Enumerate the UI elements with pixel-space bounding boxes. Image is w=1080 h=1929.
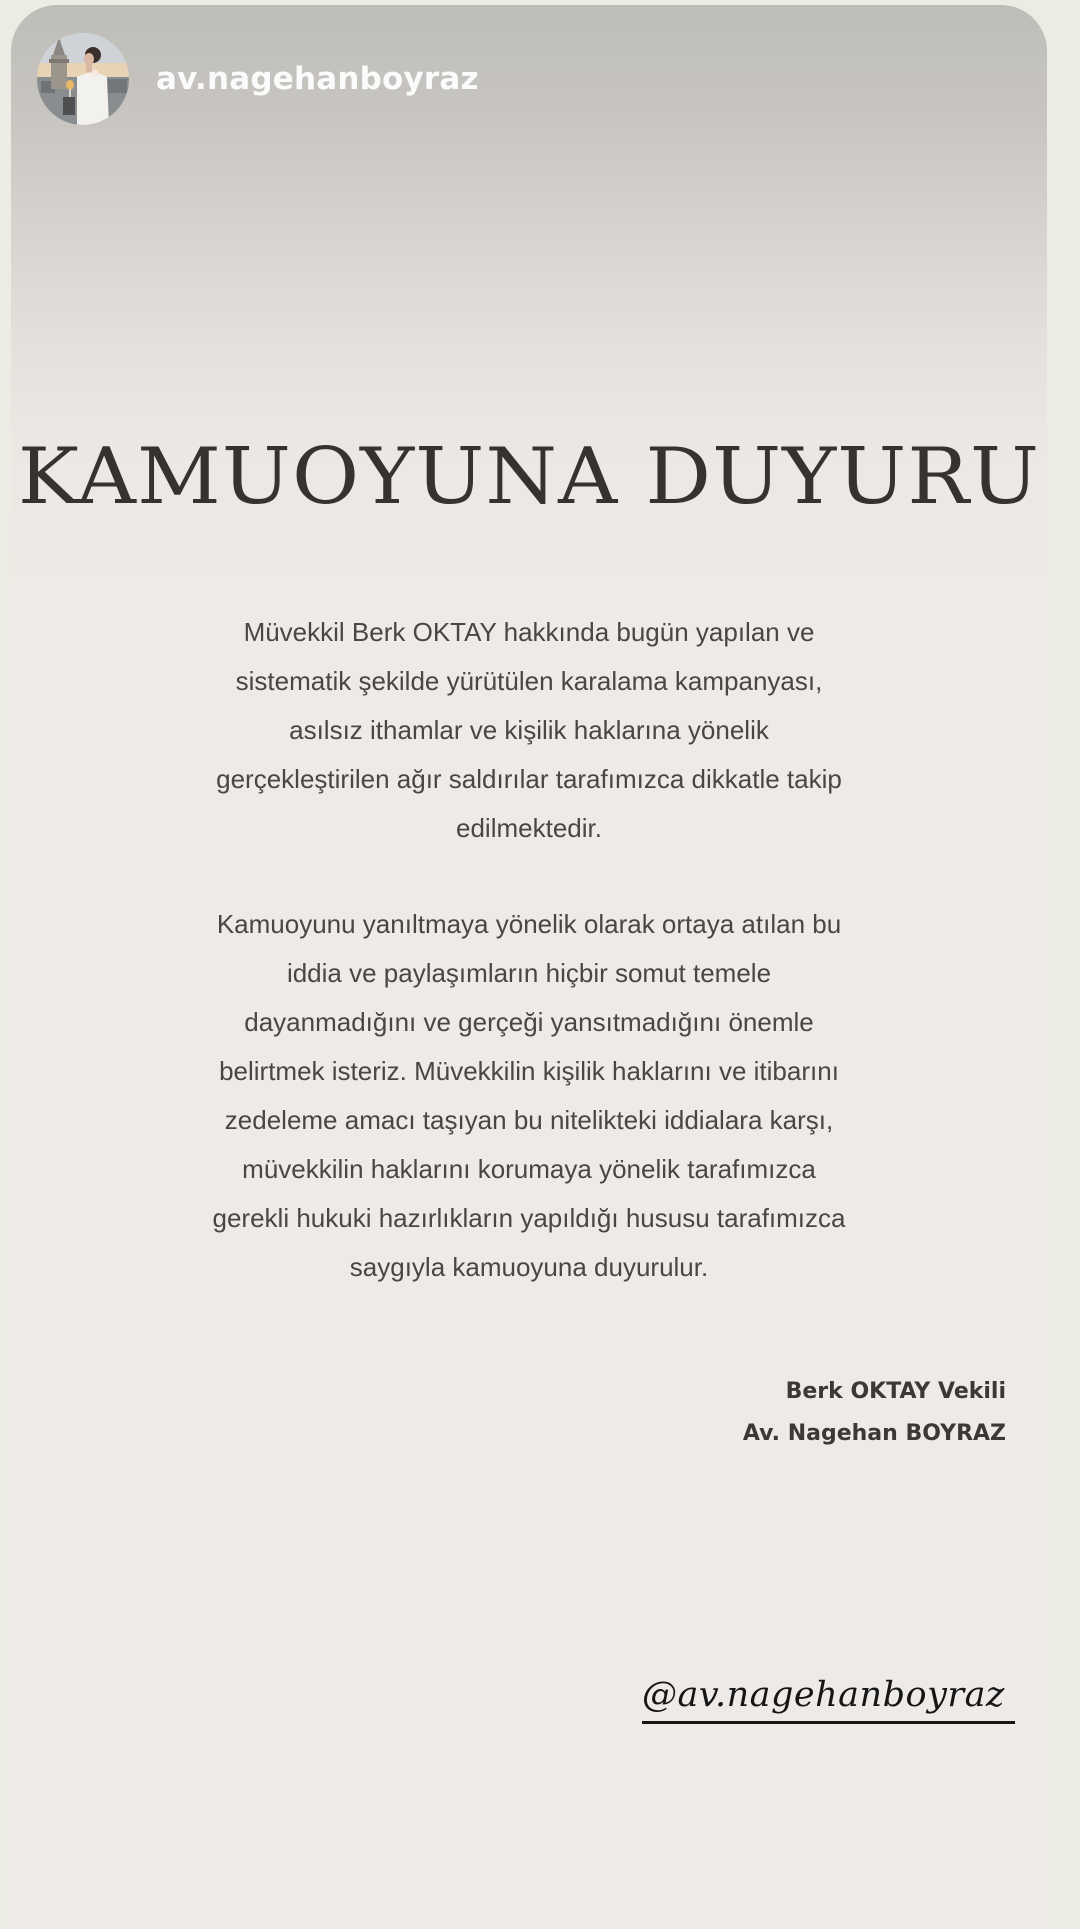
mention-underline bbox=[642, 1721, 1015, 1724]
avatar-photo-icon bbox=[37, 33, 129, 125]
paragraph-line: müvekkilin haklarını korumaya yönelik tarafımızca bbox=[242, 1154, 816, 1184]
story-header bbox=[11, 5, 1047, 155]
signature-block bbox=[743, 1371, 1006, 1455]
story-username[interactable]: av.nagehanboyraz bbox=[156, 61, 479, 97]
paragraph-line: saygıyla kamuoyuna duyurulur. bbox=[349, 1252, 709, 1282]
mention-sticker-text[interactable]: @av.nagehanboyraz bbox=[642, 1675, 1005, 1715]
paragraph-line: sistematik şekilde yürütülen karalama kampanyası, bbox=[235, 666, 823, 696]
signature-name: Av. Nagehan BOYRAZ bbox=[742, 1421, 1006, 1446]
story-card bbox=[11, 5, 1047, 1929]
paragraph-line: Müvekkil Berk OKTAY hakkında bugün yapılan ve bbox=[243, 617, 815, 647]
avatar[interactable] bbox=[37, 33, 129, 125]
paragraph-line: belirtmek isteriz. Müvekkilin kişilik haklarını ve itibarını bbox=[219, 1056, 839, 1086]
announcement-title: KAMUOYUNA DUYURU bbox=[17, 432, 1041, 523]
paragraph-line: iddia ve paylaşımların hiçbir somut temele bbox=[286, 958, 772, 988]
paragraph-line: gerçekleştirilen ağır saldırılar tarafımızca dikkatle takip bbox=[216, 764, 842, 794]
paragraph-line: zedeleme amacı taşıyan bu nitelikteki iddialara karşı, bbox=[224, 1105, 834, 1135]
paragraph-line: gerekli hukuki hazırlıkların yapıldığı hususu tarafımızca bbox=[212, 1203, 846, 1233]
mention-sticker[interactable] bbox=[630, 1673, 1015, 1725]
paragraph-line: edilmektedir. bbox=[456, 813, 602, 843]
paragraph-line: Kamuoyunu yanıltmaya yönelik olarak ortaya atılan bu bbox=[216, 909, 842, 939]
paragraph-line: dayanmadığını ve gerçeği yansıtmadığını önemle bbox=[244, 1007, 814, 1037]
announcement-paragraph-1 bbox=[11, 608, 1047, 853]
paragraph-line: asılsız ithamlar ve kişilik haklarına yönelik bbox=[289, 715, 769, 745]
signature-role: Berk OKTAY Vekili bbox=[785, 1379, 1006, 1404]
announcement-paragraph-2 bbox=[11, 900, 1047, 1292]
